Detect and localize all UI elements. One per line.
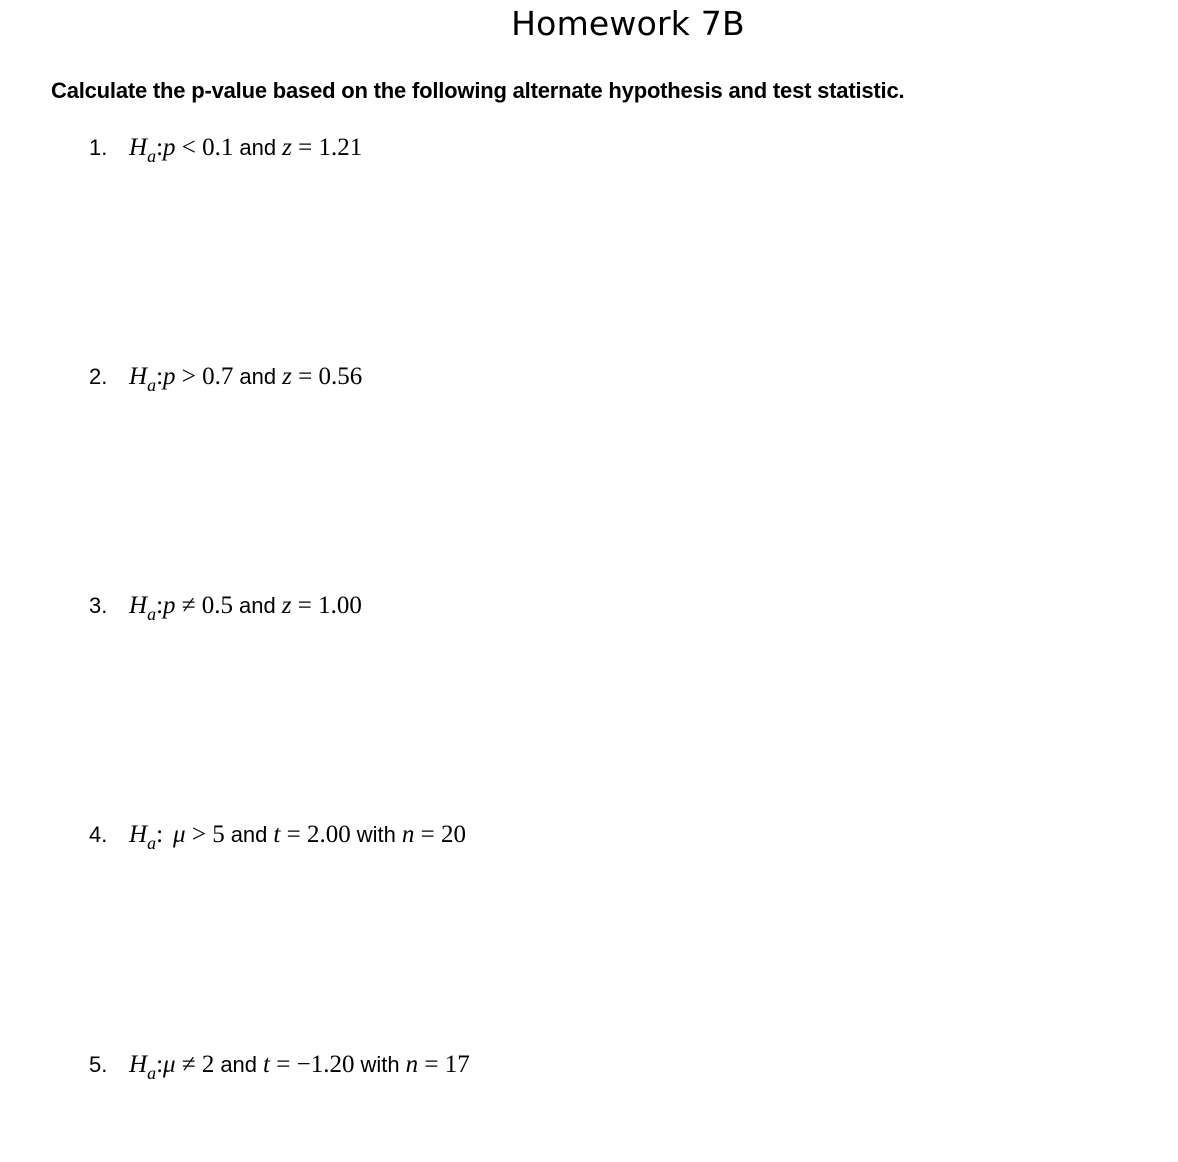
relation: > bbox=[191, 821, 206, 848]
conjunction: and bbox=[220, 1052, 258, 1077]
conjunction: and bbox=[230, 822, 268, 847]
relation: > bbox=[181, 363, 196, 390]
parameter: p bbox=[163, 134, 176, 161]
problem-3 bbox=[89, 592, 362, 624]
sample-size: n = 20 bbox=[401, 821, 466, 848]
problem-number: 1. bbox=[89, 135, 108, 160]
hypothesis-symbol: H bbox=[129, 592, 148, 619]
problem-2 bbox=[89, 363, 363, 395]
statistic-symbol: t bbox=[263, 1051, 270, 1078]
problem-number: 3. bbox=[89, 593, 108, 618]
parameter: p bbox=[163, 363, 176, 390]
parameter: μ bbox=[173, 821, 186, 848]
hypothesis-subscript: a bbox=[147, 604, 157, 624]
hypothesis: $H_a$: μ > 5 bbox=[129, 821, 225, 853]
statistic: t = −1.20 bbox=[263, 1051, 355, 1078]
with-word: with bbox=[360, 1052, 400, 1077]
problem-4 bbox=[89, 821, 466, 853]
hypothesis-subscript: a bbox=[147, 146, 157, 166]
null-value: 0.7 bbox=[202, 363, 234, 390]
sample-size-value: 20 bbox=[440, 821, 466, 848]
statistic-symbol: t bbox=[273, 821, 281, 848]
hypothesis: $H_a:p < 0.1$ bbox=[129, 134, 234, 166]
page-title: Homework 7B bbox=[511, 4, 745, 43]
conjunction: and bbox=[239, 135, 277, 160]
statistic-symbol: z bbox=[281, 592, 292, 619]
null-value: 2 bbox=[201, 1051, 215, 1078]
hypothesis-subscript: a bbox=[147, 1063, 157, 1083]
hypothesis-symbol: H bbox=[129, 363, 148, 390]
statistic: z = 1.21 bbox=[282, 134, 363, 161]
hypothesis-subscript: a bbox=[147, 375, 157, 395]
relation: < bbox=[181, 134, 196, 161]
sample-size-symbol: n bbox=[405, 1051, 419, 1078]
statistic-value: 1.21 bbox=[318, 134, 363, 161]
hypothesis: $H_a:\mu \ne 2$ bbox=[129, 1051, 215, 1083]
statistic-symbol: z bbox=[282, 134, 292, 161]
statistic-symbol: z bbox=[282, 363, 292, 390]
conjunction: and bbox=[239, 364, 277, 389]
hypothesis: $H_a:p \ne 0.5$ bbox=[129, 592, 233, 624]
hypothesis-symbol: H bbox=[129, 1051, 148, 1078]
parameter: μ bbox=[163, 1051, 176, 1078]
with-word: with bbox=[356, 822, 396, 847]
statistic: t = 2.00 bbox=[273, 821, 351, 848]
statistic-value: 0.56 bbox=[318, 363, 363, 390]
problem-1 bbox=[89, 134, 363, 166]
null-value: 0.1 bbox=[202, 134, 234, 161]
instructions: Calculate the p-value based on the following alternate hypothesis and test statistic. bbox=[51, 78, 905, 103]
sample-size-value: 17 bbox=[444, 1051, 470, 1078]
statistic-value: −1.20 bbox=[296, 1051, 355, 1078]
relation: ≠ bbox=[181, 592, 196, 619]
statistic-value: 2.00 bbox=[306, 821, 351, 848]
problem-number: 5. bbox=[89, 1052, 108, 1077]
problem-number: 2. bbox=[89, 364, 108, 389]
relation: ≠ bbox=[181, 1051, 196, 1078]
sample-size: n = 17 bbox=[405, 1051, 470, 1078]
hypothesis-subscript: a bbox=[147, 833, 157, 853]
parameter: p bbox=[163, 592, 176, 619]
null-value: 5 bbox=[212, 821, 225, 848]
conjunction: and bbox=[239, 593, 276, 618]
sample-size-symbol: n bbox=[401, 821, 415, 848]
problem-number: 4. bbox=[89, 822, 108, 847]
hypothesis-symbol: H bbox=[129, 821, 148, 848]
hypothesis-symbol: H bbox=[129, 134, 148, 161]
statistic-value: 1.00 bbox=[318, 592, 362, 619]
hypothesis: $H_a:p > 0.7$ bbox=[129, 363, 234, 395]
problem-5 bbox=[89, 1051, 470, 1083]
statistic: z = 1.00 bbox=[281, 592, 362, 619]
null-value: 0.5 bbox=[201, 592, 233, 619]
statistic: z = 0.56 bbox=[282, 363, 363, 390]
